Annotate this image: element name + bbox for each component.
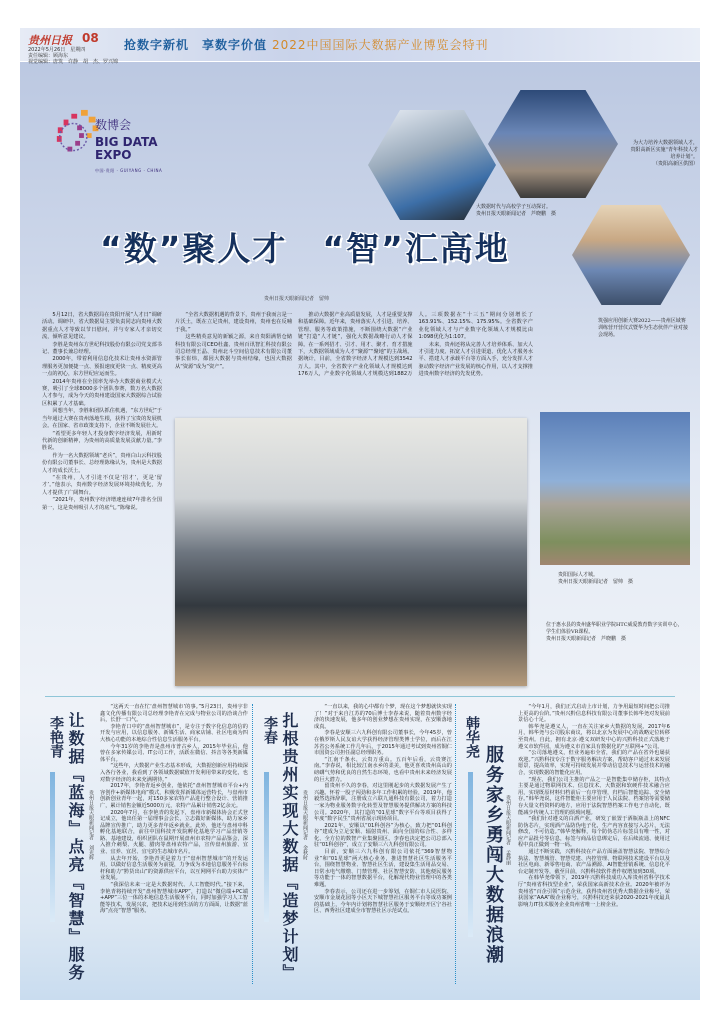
paragraph: “全省大数据机遇的背景下，贵州于我而言是一片沃土，既在立足贵州，建设贵州，贵州也在反哺于我。” [175,312,292,333]
paragraph: 在韩华尧带领下，2019年兴黔科技成功入库贵州省科学技术厅“贵州省科技型企业”，荣获国家高新技术企业。2020年被评为贵州省“百企引领”示范企业，获得贵州省优秀大数据企业称号，荣获国家“AAA”级企业称号，兴黔科技还荣获2020-2021年度最具影响力IT技术服务企业贵州省唯一上榜企业。 [518,875,670,908]
paragraph: 今年31岁的李艳青是盘州市普古乡人，2015年毕业后，他曾在多家传媒公司、IT公司工作，活跃在微信、抖音等各类新媒体平台。 [100,743,248,763]
paragraph: 回想当年，李胜和团队抓住机遇，“东方世纪”于当年通过大赛在贵州落地生根，获得了宝贵的发展机会。在国家、省市政策支持下，企业不断发展壮大。 [42,408,162,430]
caption-huawei-camp: 筑强应用创新大赛2022——贵州区域赛训练营开营仪式暨华为生态伙伴产业对接会现场。 [598,318,689,338]
paragraph: 推动大数据产业高质量发展，人才是重要支撑和基础保障。近年来，贵州落实人才引进、培养、管理、服务等政策措施，不断围绕大数据“产业链”打造“人才链”，强化大数据战略行动人才保障。在一系列招才、引才、用才、聚才、育才措施下，大数据领域成为人才“聚源”“聚地”的主战场。据统计，目前，全省数字经济人才规模达到3542万人。其中，全省数字产业化领域人才规模达到176万人，产业数字化领域人才规模达到1882万人。三项数据在“十三五”期间分别增长了163.91%、152.15%、175.95%。全省数字产业化领域人才与产业数字化领域人才规模比由1:098优化为1:107。 [298,312,533,378]
edition-meta [28,47,118,65]
paragraph: “我们针对遵义的白酒产业，研发了嵌置于酒瓶瓶盖上的NFC防伪芯片，实现酒产品防伪电子化，生产内容直接写入芯片，无法修改，不可仿造。”韩华尧解释，每个防伪芯片标签具有唯一性，对应产品批号等信息，标签与商品信息绑定后，在后续流通、使用过程中真正做到一物一码。 [518,816,670,849]
paragraph: “我深信未来一定是大数据时代、人工智能时代。”接下来，李艳青将持续开发“盘州智慧城市APP”，打造以“微信端+PC端+APP”三位一体的本地信息生活服务平台，同时加强学习人工智能等技术，发展兴农，把技术运用到生活的方方面面，让数据“蓝海”点亮“智慧”服务。 [100,882,248,915]
caption-credit: 贵州日报天眼新闻记者 芦晓鹏 摄 [476,211,557,217]
profile-name: 韩华尧 [464,716,480,758]
caption-text: 为大力培养大数据领域人才，贵阳高新区实施“青年科技人才培养计划”。 [630,140,698,160]
paragraph: 李春是安顺三六九科创有限公司董事长，今年45岁，曾在俄罗斯人民友谊大学获得经济管理类博士学位，而后在江苏省公务系统工作几年后，于2015年通过考试到贵州省铜仁市国资公司担任副总经理职务。 [314,730,452,757]
paragraph: “现在，我们公司主推的产品之一是智能集中储存柜，其特点主要是通过物联网技术、信息技术、大数据和软硬件技术融合应用，实现既原材料归档前后一有序管理，归档后智能追踪、安全储存。”韩华尧说，这件智能柜主要应用于人民法院、档案馆等需要储存大量文档资料的地方，应用于法院智慧档案工作电子自动化，既能减少传统人工管理的烦琐问题。 [518,776,670,816]
paragraph: 未来，贵州还将从完善人才培养体系、加大人才引进力度、拓宽人才引进渠道、优化人才服务水平、搭建人才承载平台等方面入手，充分发挥人才驱动数字经济产业发展的核心作用，以人才支撑推进贵州数字经济的先发优势。 [418,341,533,378]
article-column-1 [42,312,162,512]
caption-credit: （贵阳高新区供图） [652,161,698,167]
header-slogan: 抢数字新机 享数字价值 [124,38,268,52]
paragraph: 2017年，李艳青返乡创业，他依托“盘州智慧城市平台+内容创作+新媒体电商”模式，积极发挥新媒体运营特长，与盘州市创新创业青年一起，对150多家农特产品进行整合设计、营销推广，累计销售金额近5000万元，农特产品累计销售2亿余元。 [100,783,248,809]
page-number: 08 [82,31,99,45]
decorative-bar [50,772,55,922]
caption-talent-city [558,572,688,586]
visual-editor-credit: 视觉编辑：唐筑 许静 胡 杰、罗兴锦 [28,59,119,65]
article-column-2 [175,312,292,371]
caption-students [476,204,572,218]
paragraph: 2014年贵州在全国率先举办大数据商业模式大赛，吸引了全球8000多个团队参赛，数万名大数据人才参与，成为今天的贵州建设国家大数据综合试验区积累了人才基础。 [42,378,162,407]
paragraph: 目前，安顺三六九科创有限公司依托“369智慧物业”和“01星球”两大核心业务，推进智慧社区生活服务平台，围绕智慧物业、智慧社区生活，建设集生活用品交易、日常水电气缴缴、门禁管理、社区智慧安防、其他便民服务等功能于一体的智慧数据平台，化解现代物业管理中的各类难题。 [314,849,452,889]
paragraph: 2021年，安顺以“01科创谷”为核心，致力把“01科创谷”建成为立足安顺、辐射贵州、面向全国的综合性、多样化、全方位的数智产业集聚园区。李春也决定把公司总部入驻“01科创谷”，成立了安顺三六九科创有限公司。 [314,822,452,849]
article-columns-3-4 [298,312,533,416]
profile-headline: 让数据『蓝海』点亮『智慧』服务 [66,712,85,982]
main-byline: 贵州日报天眼新闻记者 留帅 [264,296,330,302]
paragraph: “2021年，贵州数字经济增速连续7年排名全国第一，这是贵州吸引人才的底气。”陈缘说。 [42,497,162,511]
photo-vr-classroom [175,418,527,686]
profile-headline: 扎根贵州实现大数据『造梦计划』 [280,712,299,982]
caption-text: 大数据时代与高校学子互动探讨。 [476,204,552,210]
paragraph: 李艳青口中的“盘州智慧城市”，是专注于数字化信息的信的开发与应用，以信息服务、新媒生活、商家店铺、社区电商为四大核心功能的本地综合性信息生活服务平台。 [100,723,248,743]
paragraph: “这两天一直在忙‘盘州智慧城市’的事。”5月23日，贵州宇非鑫文化传播有限公司总经理李艳青在完成与物业公司的洽谈合作后，长舒一口气。 [100,704,248,724]
paragraph: 2020年7月，在李艳青的发起下，盘州市新媒体协会正式登记成立，他出任第一届理事会会长，立志做好新媒体，助力家乡品牌宣传推广，助力更多青年返乡就业。此外，他还与盘州中科孵化基地联合，前往中国科技开发院孵化基地学习产品营销等路、基地建设，组织团队在鼠期开展盘州市农特产品品鉴会，深入推介刺梨、火腿、腊肉等盘州农特产品，宣传盘州旅游、宜业、宜养、宜居、宜宅的生态城市名片。 [100,809,248,856]
profile-body [100,704,248,915]
profile-name: 李春 [262,716,278,744]
section-divider [45,696,675,697]
masthead-logo: 贵州日报 [28,34,72,47]
logo-line-1: BIG DATA [95,135,158,149]
paragraph: “今年1月，我们正式启动上市计划，力争用最短时间把公司推上更高的台阶。”贵州兴黔信息科技有限公司董事长韩华尧对发展前景信心十足。 [518,704,670,724]
logo-line-2: EXPO [95,148,132,162]
paragraph: 李胜是贵州东方世纪科技股份有限公司党支部书记、董事长兼总经理。 [42,341,162,356]
paragraph: 李春表示，公司还在进一步筹划，在铜仁市人民医院、安顺市金晟花园等小区天下城智慧社区服务平台等成功案例的基础上，今年内计划将智慧社区服务于安顺经开区宁谷社区、西秀社区建成全市智慧社区示范试点。 [314,888,452,915]
paragraph: 从去年开始，李艳青更是着力于“盘州智慧城市”的开发运用，以做好信息生活服务为前提，力争成为本地信息服务平台标杆和助力“黔货出山”的资源供应平台，以互网网平台助力实体产业发展。 [100,855,248,882]
caption-vr-classroom [546,622,686,643]
caption-credit: 贵州日报天眼新闻记者 留帅 摄 [558,579,634,585]
decorative-bar [264,772,269,922]
paragraph: “一直以来，我的心中都有个梦，现在这个梦想就快实现了！”对于来自江苏的70后博士李春来说，随着贵州数字经济的快速发展，他多年的创业梦想在贵州实现，在安顺落地成真。 [314,704,452,730]
paragraph: 5月12日，省大数据局在贵阳开展“人才日”调研活动。调研中，省大数据局主要负责同志向贵州大数据重点人才等致以节日慰问，并与专家人才亲切交流，倾听意见建议。 [42,312,162,341]
paragraph: 通过不断实践，兴黔科技在产品方面涵盖智慧法院、智慧综合执法、智慧城管、智慧党建、内控管理、物联网技术建设平台以及社区电商、新零售电商、农产品溯源、AI智能营销系统、信息化平台定制开发等，截至目前，兴黔科技软件著作权增加到30项。 [518,849,670,875]
paragraph: 这些精英意见的新颖之源，来自贵阳满帮仓储科技有限公司CEO杜鑫、贵州百讯智汇科技有限公司总经理王晶、贵州北斗空间信息技术有限公司董事长崔炜，都因大数据与贵州结缘，也因大数据从“资源”成为“资产”。 [175,334,292,370]
logo-chinese: 数博会 [95,118,132,132]
logo-location: 中国·贵阳 · GUIYANG · CHINA [95,168,163,173]
paragraph: 2000年，带着利用信息化技术让贵州水资源管理服务更加便捷一点、预报速度更快一点、精度更高一点的初心，东方世纪应运而生。 [42,356,162,378]
paragraph: “在贵州，人才引进不仅是‘招才’，更是‘留才’。”他表示，贵州数字经济发展环境持续优化，为人才提供了广阔舞台。 [42,474,162,496]
decorative-bar [468,772,473,937]
profile-body [314,704,452,915]
paragraph: “这些年，大数据产业生态基本形成，大数据创新应用持续深入各行各业，我看到了各领域数据赋值开发利用带来的变化，也对数字经济的未来充满期待。” [100,763,248,783]
special-edition-title: 2022中国国际大数据产业博览会特刊 [272,38,489,52]
profile-byline: 贵州日报天眼新闻记者 孟静丽 [505,795,511,865]
profile-byline: 贵州日报天眼新闻记者 金秋时 [302,790,308,860]
paragraph: “希望更多年轻人才投身数字经济发展，用新时代新的创新精神，为贵州的高质量发展贡献力量。”李胜说。 [42,430,162,452]
caption-text: 贵阳国际人才城。 [558,572,599,578]
editor-credit: 责任编辑：顾海东 [28,53,69,59]
profile-headline: 服务家乡勇闯大数据浪潮 [483,745,504,965]
photo-talent-city [540,412,690,565]
profile-body [518,704,670,908]
main-headline: “数”聚人才 “智”汇高地 [100,229,510,268]
profile-name: 李艳青 [48,716,64,758]
column-separator [252,704,253,984]
logo-english [95,136,158,162]
paragraph: “公司落地遵义，但业务遍布全省，我们的产品在省外也屡获欢迎。”兴黔科技专注于数字服务解决方案，帮助客户通过未来发展愿景，提高效率，实现可持续发展并带动信息技术与运营技术的融合，实现数据的智能化应用。 [518,750,670,776]
caption-text: 位于惠水县的贵州盛华职业学院HTC威爱教育数字实训中心，学生们体验VR课程。 [546,622,683,635]
paragraph: 留贵州不久的李春，对这里刚起步的大数据发展产生了兴趣。怀着一股子闯劲和多年工作积累的经验，2019年，他毅然选择辞职，注册成立六联九通科技有限公司，着力打造一家为物业服务数字化转型及智慧服务提供解决方案的科技公司。2020年，其打造的“01星球”数字平台等项目获得了年度“数字民生”贵州省展示现场项目。 [314,783,452,823]
paragraph: 作为一名大数据领域“老兵”，贵州白山云科技股份有限公司董事长、总经理陈缘认为，贵州是大数据人才的成长沃土。 [42,452,162,474]
column-separator [455,704,456,984]
issue-date: 2022年5月26日 星期四 [28,47,86,53]
caption-credit: 贵州日报天眼新闻记者 芦晓鹏 摄 [546,636,627,642]
paragraph: 韩华尧是遵义人，一直在关注家乡大数据的发展。2017年6月，韩华尧与公司股东商议，将以北京为发展中心的战略定位转移至贵州。自此，拥有北京·遵义双研发中心的兴黔科技正式落地于遵义市软件园，成为遵义市首家具有数据化的“互联网+”公司。 [518,723,670,750]
caption-talent-plan [630,140,698,168]
profile-byline: 贵州日报天眼新闻记者 刘光辉 [88,790,94,860]
paragraph: “江南千条水，云贵万重山。五百年后看，云贵赛江南。”李春说，相比较江南水乡的柔美，他更喜欢贵州高山的磅礴气势和优良的自然生态环境，也看中贵州未来经济发展的巨大潜力。 [314,756,452,783]
